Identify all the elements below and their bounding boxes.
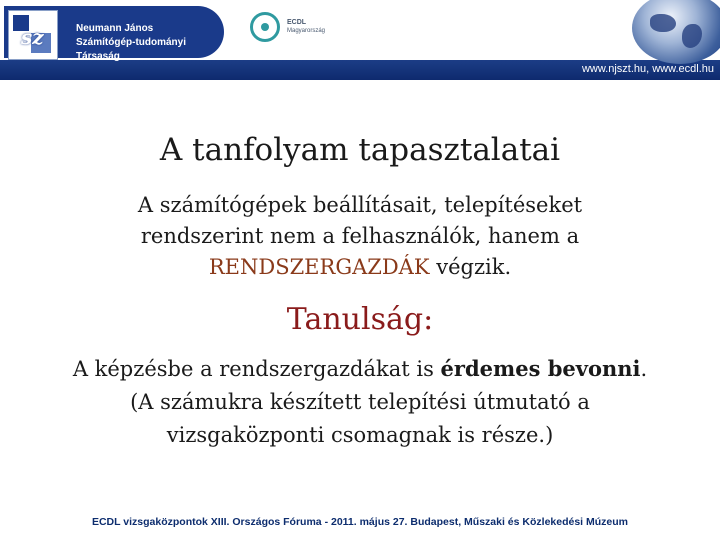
para1-line2: rendszerint nem a felhasználók, hanem a (140, 224, 580, 248)
org-name-line1: Neumann János (76, 23, 154, 34)
para2-emphasis: érdemes bevonni (440, 356, 641, 381)
website-link[interactable]: www.njszt.hu, www.ecdl.hu (581, 63, 714, 75)
para1-line3 (0, 252, 720, 283)
sysadmin-highlight: RENDSZERGAZDÁK (208, 255, 430, 279)
njszt-org-name (76, 22, 226, 64)
para2-line1-start: A képzésbe a rendszergazdákat is (72, 357, 441, 381)
para1-line3-rest: végzik. (429, 255, 512, 279)
njszt-logo-icon: sz (8, 10, 58, 60)
para1-line1: A számítógépek beállításait, telepítéseket (137, 193, 583, 217)
globe-icon (632, 0, 720, 64)
para2-line1 (0, 352, 720, 386)
org-name-line3: Társaság (76, 51, 120, 62)
para2-line2: (A számukra készített telepítési útmutató a (130, 390, 590, 414)
ecdl-subtitle: Magyarország (287, 28, 326, 34)
para2-line1-end: . (640, 357, 648, 381)
para2-line3: vizsgaközponti csomagnak is része.) (166, 423, 554, 447)
ecdl-logo-icon (250, 12, 280, 42)
ecdl-title: ECDL (287, 19, 307, 26)
ecdl-org-name (287, 19, 325, 35)
slide-footer: ECDL vizsgaközpontok XIII. Országos Fóruma - 2011. május 27. Budapest, Műszaki és Közlekedési Múzeum (91, 516, 629, 528)
paragraph-lesson (0, 352, 720, 452)
org-name-line2: Számítógép-tudományi (76, 37, 187, 48)
lesson-heading: Tanulság: (286, 302, 434, 337)
paragraph-experience (0, 190, 720, 283)
slide-header (0, 0, 720, 80)
slide-title: A tanfolyam tapasztalatai (159, 132, 561, 168)
